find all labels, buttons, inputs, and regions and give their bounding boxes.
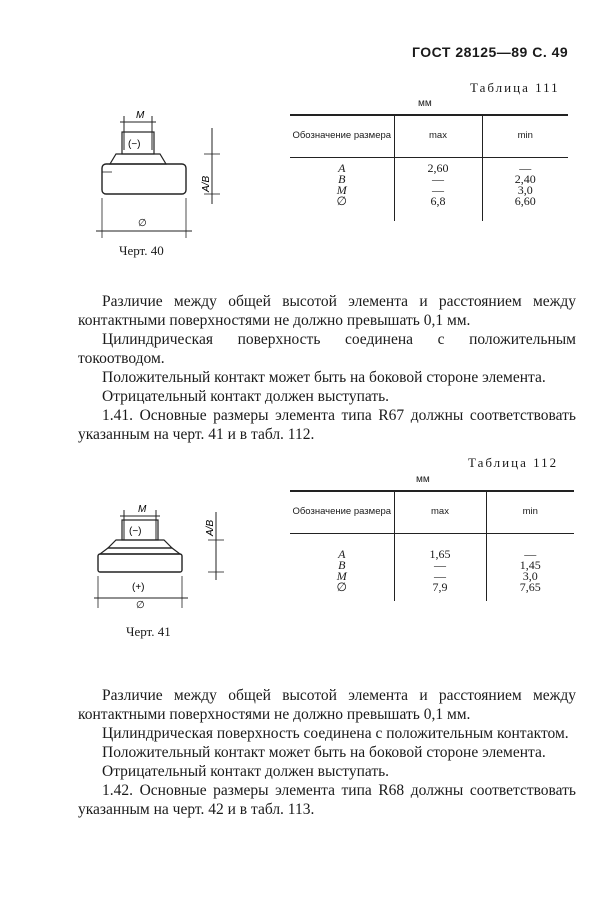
- figure-41-drawing: [94, 500, 244, 620]
- table-112: [290, 490, 574, 601]
- paragraph: Различие между общей высотой элемента и расстоянием между контактными поверхностями не должно превышать 0,1 мм.: [78, 687, 576, 723]
- table-111-header-max: max: [394, 115, 482, 157]
- fig40-negative-label: (−): [128, 139, 141, 150]
- paragraph: Различие между общей высотой элемента и расстоянием между контактными поверхностями не должно превышать 0,1 мм.: [78, 293, 576, 329]
- figure-41-caption: Черт. 41: [126, 624, 171, 639]
- table-111-units: мм: [418, 98, 432, 109]
- fig40-ab-label: A/B: [201, 175, 212, 192]
- table-row: A 1,65 —: [290, 549, 574, 560]
- table-111-header-designation: Обозначение размера: [290, 115, 394, 157]
- paragraph: Положительный контакт может быть на боковой стороне элемента.: [102, 369, 546, 386]
- table-112-caption: Таблица 112: [468, 455, 559, 470]
- fig40-m-label: M: [136, 110, 145, 121]
- text-block-1: [78, 292, 576, 444]
- fig41-m-label: M: [138, 504, 147, 515]
- fig41-positive-label: (+): [132, 582, 145, 593]
- table-row: A 2,60 —: [290, 163, 568, 174]
- paragraph: 1.41. Основные размеры элемента типа R67 должны соответствовать указанным на черт. 41 и в табл. 112.: [78, 407, 576, 443]
- table-111-caption: Таблица 111: [470, 80, 560, 95]
- table-111: [290, 114, 568, 221]
- fig41-ab-label: A/B: [205, 519, 216, 536]
- paragraph: Положительный контакт может быть на боковой стороне элемента.: [102, 744, 546, 761]
- table-row: ∅ 6,8 6,60: [290, 196, 568, 207]
- table-row: M — 3,0: [290, 571, 574, 582]
- figure-40-drawing: [92, 108, 242, 258]
- table-112-header-max: max: [394, 491, 486, 533]
- table-row: ∅ 7,9 7,65: [290, 582, 574, 593]
- table-112-header-min: min: [486, 491, 574, 533]
- fig41-negative-label: (−): [129, 526, 142, 537]
- figure-40-caption: Черт. 40: [119, 243, 164, 258]
- table-row: M — 3,0: [290, 185, 568, 196]
- paragraph: 1.42. Основные размеры элемента типа R68 должны соответствовать указанным на черт. 42 и в табл. 113.: [78, 782, 576, 818]
- table-row: B — 2,40: [290, 174, 568, 185]
- table-111-header-min: min: [482, 115, 568, 157]
- paragraph: Отрицательный контакт должен выступать.: [102, 388, 390, 405]
- paragraph: Цилиндрическая поверхность соединена с положительным токоотводом.: [78, 331, 576, 367]
- page-header: ГОСТ 28125—89 С. 49: [412, 44, 569, 60]
- fig40-diameter-label: ∅: [138, 218, 147, 229]
- paragraph: Цилиндрическая поверхность соединена с положительным контактом.: [102, 725, 569, 742]
- fig41-diameter-label: ∅: [136, 600, 145, 611]
- paragraph: Отрицательный контакт должен выступать.: [102, 763, 390, 780]
- table-112-header-designation: Обозначение размера: [290, 491, 394, 533]
- table-row: B — 1,45: [290, 560, 574, 571]
- table-112-units: мм: [416, 474, 430, 485]
- text-block-2: [78, 686, 576, 819]
